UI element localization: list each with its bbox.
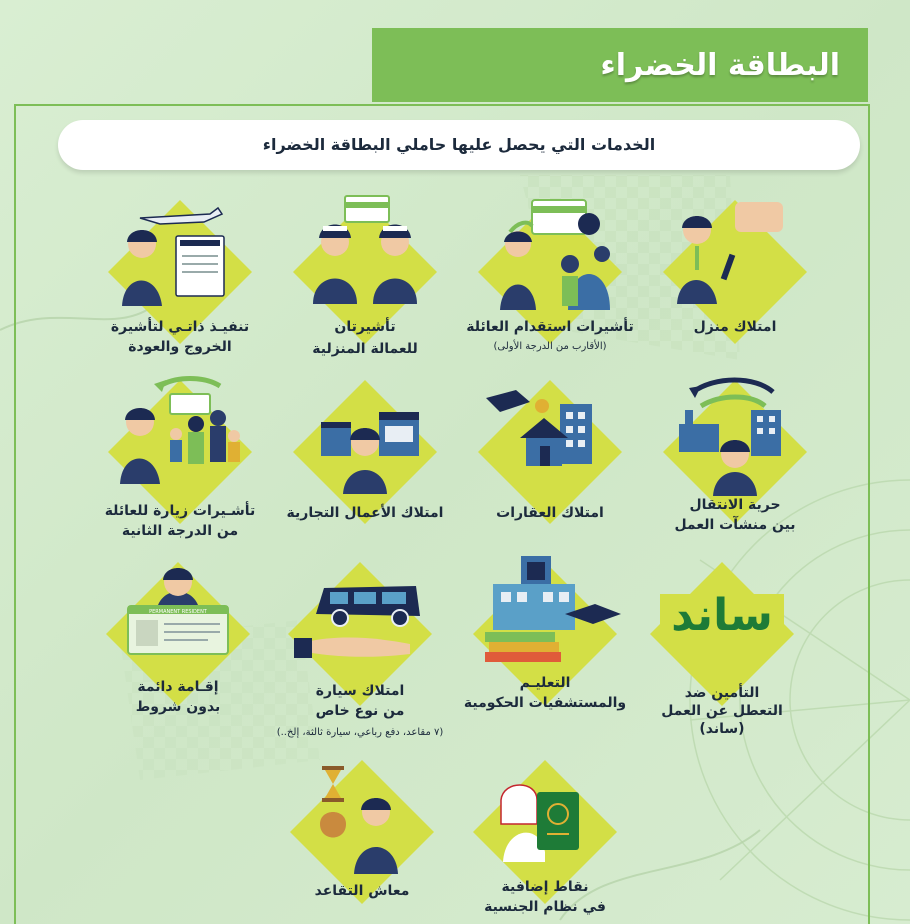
- service-education: [455, 554, 635, 784]
- service-business-label: امتلاك الأعمال التجارية: [286, 505, 444, 521]
- banner-text: الخدمات التي يحصل عليها حاملي البطاقة الخضراء: [262, 135, 656, 154]
- service-saned-label-1: التأمين ضد: [684, 685, 760, 701]
- service-second-degree-visas-label-2: من الدرجة الثانية: [121, 523, 239, 539]
- service-vehicle: [270, 554, 450, 784]
- service-job-mobility-label-1: حرية الانتقال: [689, 497, 781, 513]
- service-real-estate-label: امتلاك العقارات: [496, 505, 604, 521]
- service-vehicle-sub: (٧ مقاعد، دفع رباعي، سيارة ثالثة، إلخ..): [276, 727, 444, 738]
- service-home-label: امتلاك منزل: [693, 319, 777, 335]
- service-retirement: [272, 752, 452, 924]
- service-education-label-1: التعليـم: [519, 675, 571, 691]
- service-vehicle-label-2: من نوع خاص: [315, 703, 405, 719]
- service-family-visas-sub: (الأقارب من الدرجة الأولى): [493, 341, 607, 352]
- service-saned-label-3: (ساند): [699, 721, 745, 737]
- service-education-label-2: والمستشفيات الحكومية: [463, 695, 627, 711]
- service-second-degree-visas-label-1: تأشـيرات زيارة للعائلة: [104, 503, 256, 519]
- service-exit-reentry-label-2: الخروج والعودة: [128, 339, 232, 355]
- service-family-visas-label: تأشيرات استقدام العائلة: [466, 319, 634, 335]
- residency-card-label: PERMANENT RESIDENT: [149, 609, 207, 615]
- service-retirement-label: معاش التقاعد: [314, 883, 410, 899]
- service-domestic-visas-label-1: تأشيرتان: [334, 319, 396, 335]
- saned-logo-text: ساند: [671, 590, 773, 641]
- service-naturalization: [455, 752, 635, 924]
- services-banner: [58, 120, 860, 170]
- service-job-mobility-label-2: بين منشآت العمل: [674, 517, 796, 533]
- service-exit-reentry-label-1: تنفيـذ ذاتـي لتأشيرة: [110, 319, 250, 335]
- service-permanent-residency: [88, 554, 268, 784]
- service-permanent-residency-label-2: بدون شروط: [135, 699, 221, 715]
- service-domestic-visas-label-2: للعمالة المنزلية: [312, 341, 418, 357]
- service-naturalization-label-2: في نظام الجنسية: [484, 899, 606, 915]
- service-saned-label-2: التعطل عن العمل: [661, 703, 783, 719]
- service-permanent-residency-label-1: إقـامة دائمة: [137, 679, 219, 695]
- service-saned: [632, 554, 812, 784]
- service-vehicle-label-1: امتلاك سيارة: [315, 683, 405, 699]
- page-title: البطاقة الخضراء: [600, 48, 840, 83]
- service-naturalization-label-1: نقاط إضافية: [501, 879, 589, 895]
